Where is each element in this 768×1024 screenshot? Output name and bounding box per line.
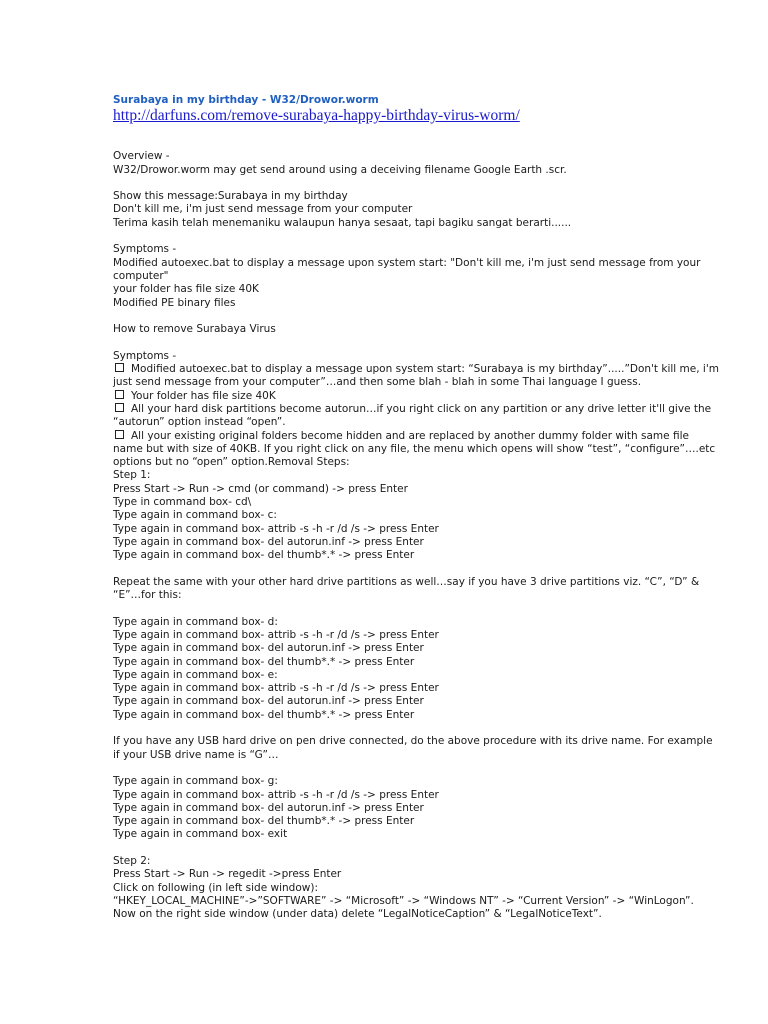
document-page <box>113 93 719 922</box>
text-line <box>113 376 661 389</box>
text-line <box>113 323 661 336</box>
line-text: W32/Drowor.worm may get send around using a deceiving filename Google Earth .scr. <box>113 163 567 176</box>
bullet-line <box>113 429 689 443</box>
line-text: Press Start -> Run -> regedit ->press Enter <box>113 868 342 881</box>
text-line <box>113 882 661 895</box>
text-line <box>113 469 661 482</box>
text-line <box>113 815 661 828</box>
text-line <box>113 230 661 243</box>
checkbox-bullet-icon <box>115 390 124 399</box>
text-line <box>113 310 661 323</box>
text-line <box>113 336 661 349</box>
line-text: Type again in command box- del thumb*.* -> press Enter <box>113 815 415 828</box>
line-text: “HKEY_LOCAL_MACHINE”->”SOFTWARE” -> “Microsoft” -> “Windows NT” -> “Current Version” -> “WinLogon”. <box>113 894 694 907</box>
text-line <box>113 642 661 655</box>
line-text: if your USB drive name is “G”… <box>113 748 279 761</box>
text-line <box>113 164 661 177</box>
text-line <box>113 656 661 669</box>
line-text: How to remove Surabaya Virus <box>113 323 276 336</box>
line-text: your folder has file size 40K <box>113 283 259 296</box>
line-text: Modified PE binary files <box>113 296 236 309</box>
bullet-line <box>113 402 712 416</box>
text-line <box>113 177 661 190</box>
line-text: options but no “open” option.Removal Steps: <box>113 456 350 469</box>
text-line <box>113 523 661 536</box>
line-text: Type again in command box- attrib -s -h -r /d /s -> press Enter <box>113 522 439 535</box>
line-text: Show this message:Surabaya in my birthday <box>113 190 348 203</box>
text-line <box>113 283 661 296</box>
line-text: Modified autoexec.bat to display a message upon system start: "Don't kill me, i'm just send message from your <box>113 256 701 269</box>
bullet-line <box>113 390 661 403</box>
text-line <box>113 217 661 230</box>
line-text: Type again in command box- del thumb*.* -> press Enter <box>113 549 415 562</box>
source-link[interactable]: http://darfuns.com/remove-surabaya-happy-birthday-virus-worm/ <box>113 107 520 124</box>
line-text: Type in command box- cd\ <box>113 496 252 509</box>
bullet-line <box>113 363 719 376</box>
text-line <box>113 669 661 682</box>
text-line <box>113 150 661 163</box>
text-line <box>113 203 661 216</box>
text-line <box>113 442 716 456</box>
text-line <box>113 802 661 815</box>
line-text: Symptoms - <box>113 349 177 362</box>
text-line <box>113 563 661 576</box>
text-line <box>113 589 661 602</box>
line-text: All your hard disk partitions become autorun…if you right click on any partition or any drive letter it'll give the <box>131 402 712 415</box>
text-line <box>113 270 661 283</box>
line-text: Type again in command box- attrib -s -h -r /d /s -> press Enter <box>113 628 439 641</box>
line-text: If you have any USB hard drive on pen drive connected, do the above procedure with its drive name. For example <box>113 735 713 748</box>
text-line <box>113 722 661 735</box>
text-line <box>113 190 661 203</box>
line-text: Type again in command box- del autorun.inf -> press Enter <box>113 535 424 548</box>
line-text: Symptoms - <box>113 243 177 256</box>
text-line <box>113 243 661 256</box>
line-text: “autorun” option instead “open”. <box>113 416 286 429</box>
line-text: Step 1: <box>113 469 151 482</box>
text-line <box>113 775 661 788</box>
text-line <box>113 828 661 841</box>
text-line <box>113 616 661 629</box>
text-line <box>113 575 700 589</box>
text-line <box>113 483 661 496</box>
checkbox-bullet-icon <box>115 430 124 439</box>
text-line <box>113 350 661 363</box>
line-text: Your folder has file size 40K <box>131 389 276 402</box>
text-line <box>113 789 661 802</box>
line-text: Terima kasih telah menemaniku walaupun hanya sesaat, tapi bagiku sangat berarti...... <box>113 216 572 229</box>
text-line <box>113 256 701 270</box>
text-line <box>113 682 661 695</box>
line-text: Type again in command box- e: <box>113 668 278 681</box>
line-text: Click on following (in left side window): <box>113 881 318 894</box>
text-line <box>113 868 661 881</box>
text-line <box>113 735 713 748</box>
text-line <box>113 629 661 642</box>
line-text: just send message from your computer”…and then some blah - blah in some Thai language I guess. <box>113 376 642 389</box>
text-line <box>113 549 661 562</box>
line-text: Type again in command box- exit <box>113 828 288 841</box>
text-line <box>113 496 661 509</box>
text-line <box>113 894 694 908</box>
line-text: Type again in command box- g: <box>113 775 278 788</box>
text-line <box>113 695 661 708</box>
line-text: Press Start -> Run -> cmd (or command) -> press Enter <box>113 482 408 495</box>
text-line <box>113 908 661 921</box>
line-text: Type again in command box- d: <box>113 615 278 628</box>
text-line <box>113 456 661 469</box>
checkbox-bullet-icon <box>115 363 124 372</box>
text-line <box>113 762 661 775</box>
line-text: Type again in command box- del thumb*.* -> press Enter <box>113 708 415 721</box>
line-text: Type again in command box- c: <box>113 509 277 522</box>
line-text: Type again in command box- del autorun.inf -> press Enter <box>113 801 424 814</box>
text-line <box>113 416 661 429</box>
line-text: Step 2: <box>113 855 151 868</box>
text-line <box>113 536 661 549</box>
text-line <box>113 602 661 615</box>
text-line <box>113 842 661 855</box>
text-line <box>113 297 661 310</box>
line-text: name but with size of 40KB. If you right click on any file, the menu which opens will show “test”, “configure”….etc <box>113 442 716 455</box>
text-line <box>113 855 661 868</box>
line-text: Don't kill me, i'm just send message from your computer <box>113 203 413 216</box>
line-text: computer" <box>113 269 169 282</box>
line-text: Type again in command box- attrib -s -h -r /d /s -> press Enter <box>113 682 439 695</box>
text-line <box>113 749 661 762</box>
document-title: Surabaya in my birthday - W32/Drowor.worm <box>113 94 379 106</box>
document-body <box>113 137 719 922</box>
text-line <box>113 509 661 522</box>
text-line <box>113 709 661 722</box>
checkbox-bullet-icon <box>115 403 124 412</box>
line-text: Repeat the same with your other hard drive partitions as well…say if you have 3 drive partitions viz. “C”, “D” & <box>113 575 700 588</box>
line-text: Type again in command box- attrib -s -h -r /d /s -> press Enter <box>113 788 439 801</box>
line-text: Modified autoexec.bat to display a message upon system start: “Surabaya is my birthday”.....”Don't kill me, i'm <box>131 363 719 376</box>
line-text: Now on the right side window (under data) delete “LegalNoticeCaption” & “LegalNoticeText”. <box>113 908 602 921</box>
line-text: Type again in command box- del autorun.inf -> press Enter <box>113 642 424 655</box>
line-text: “E”…for this: <box>113 589 182 602</box>
text-line <box>113 137 661 150</box>
line-text: Type again in command box- del thumb*.* -> press Enter <box>113 655 415 668</box>
line-text: Overview - <box>113 150 170 163</box>
line-text: Type again in command box- del autorun.inf -> press Enter <box>113 695 424 708</box>
line-text: All your existing original folders become hidden and are replaced by another dummy folder with same file <box>131 429 689 442</box>
